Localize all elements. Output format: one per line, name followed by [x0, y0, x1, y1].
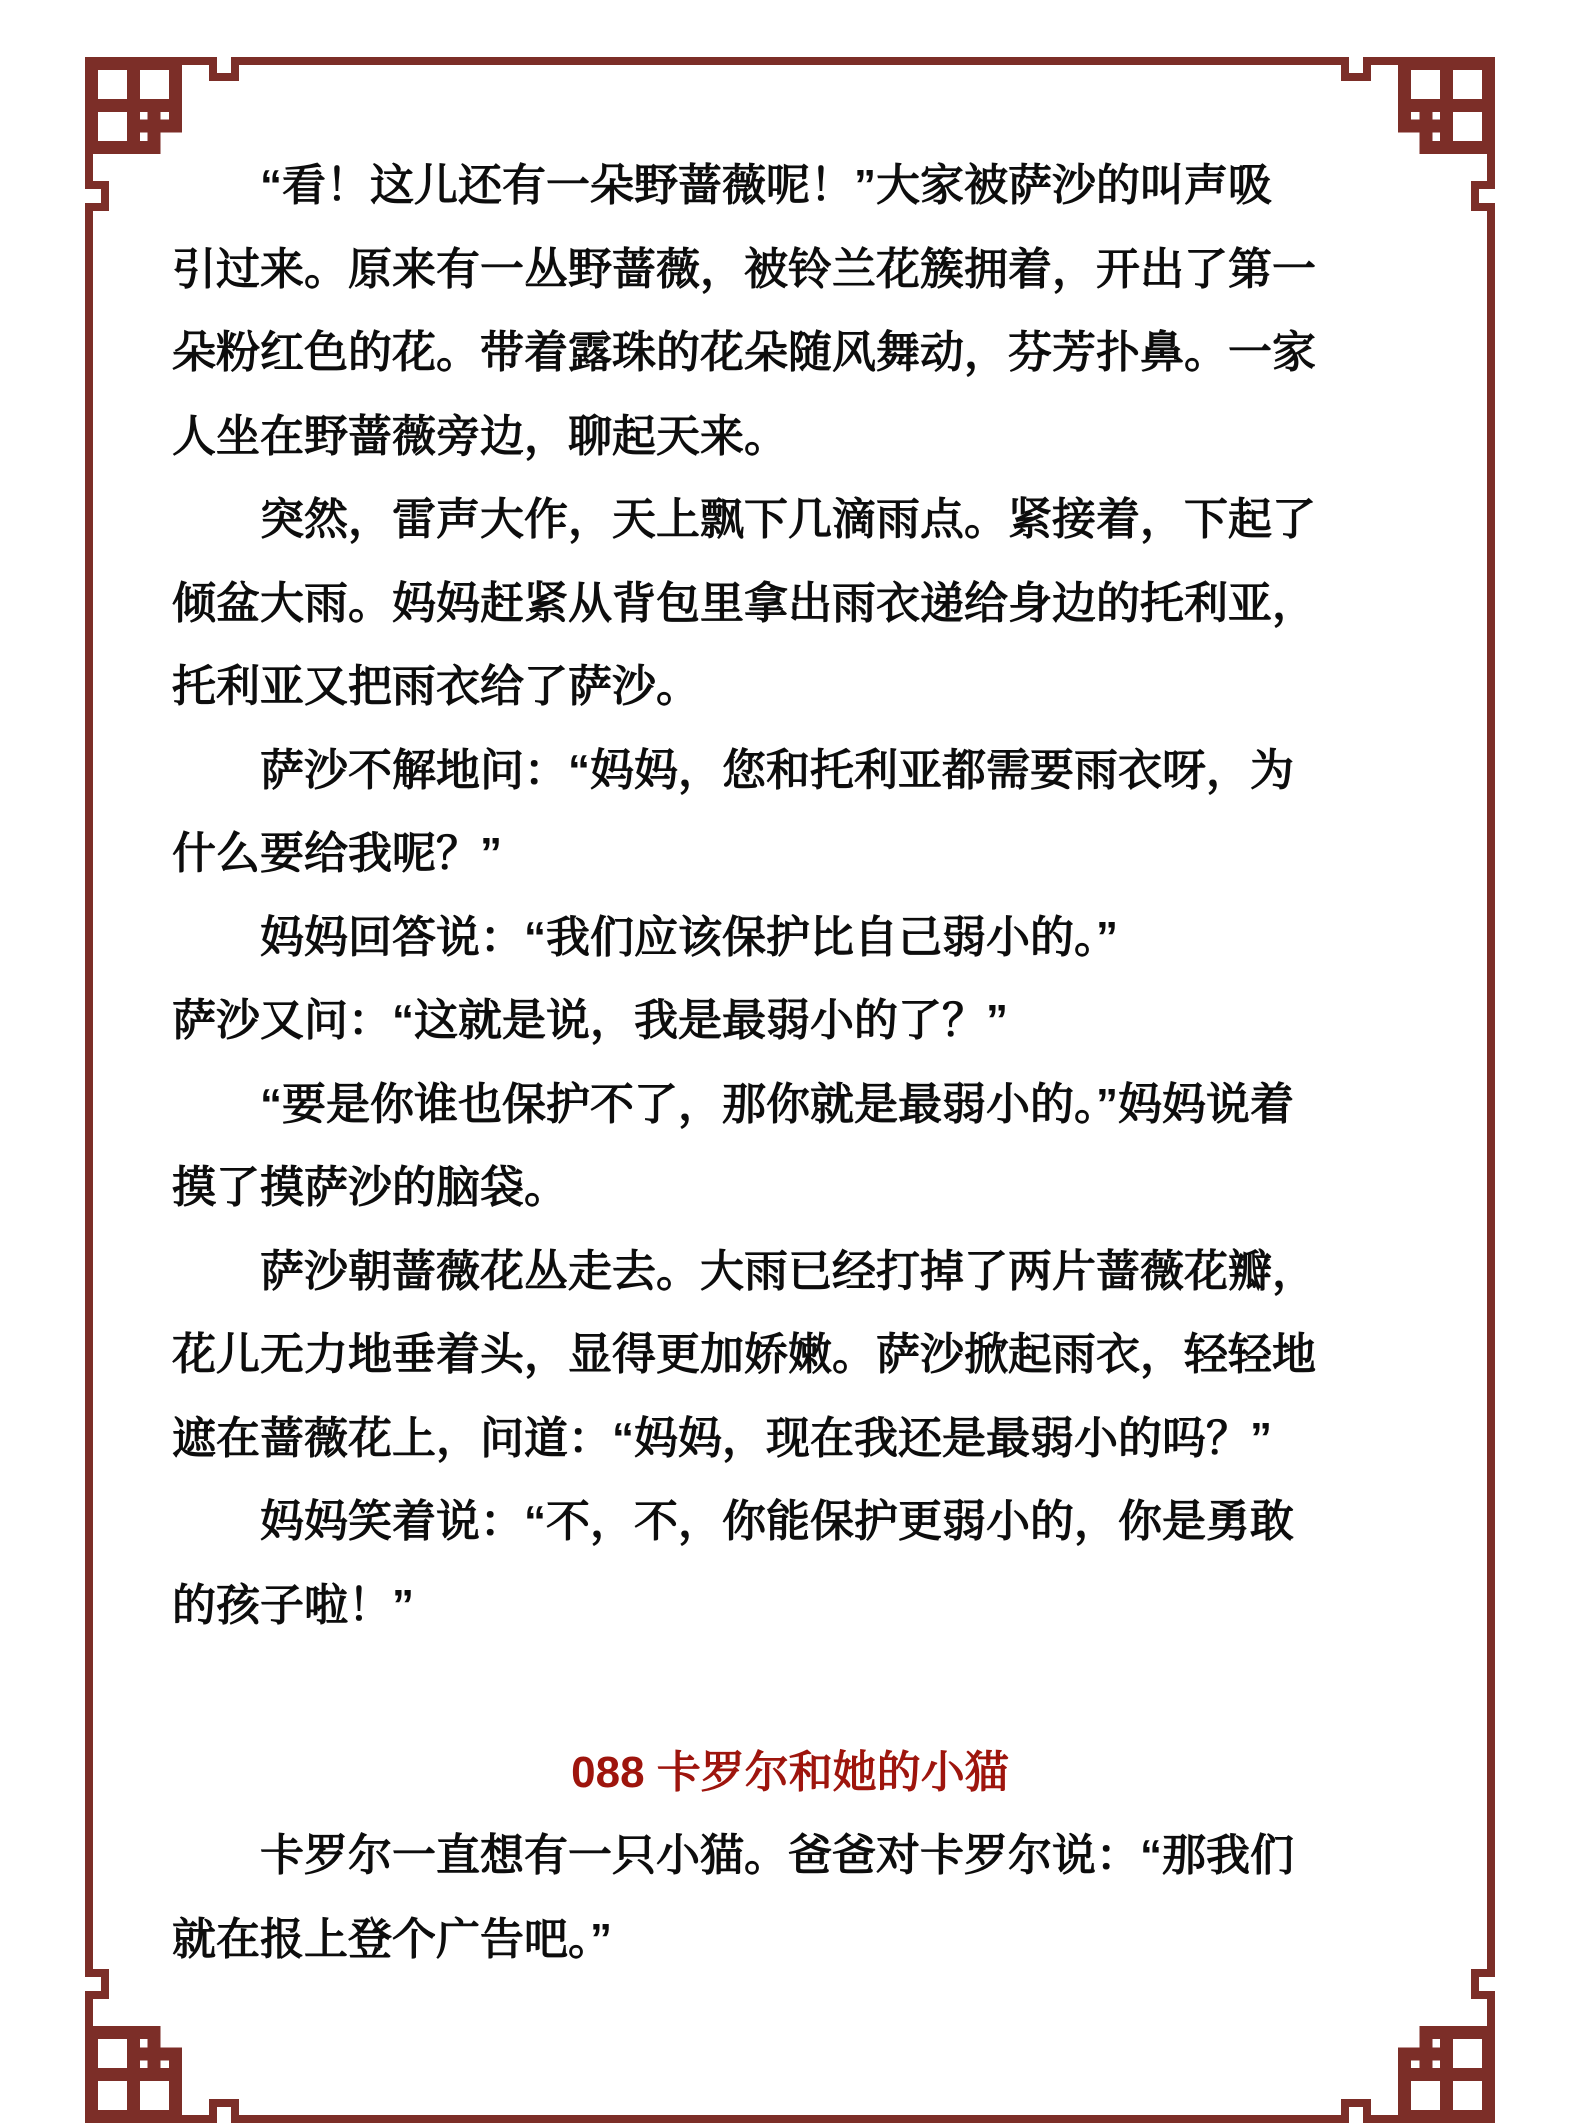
text-line: 萨沙不解地问：“妈妈，您和托利亚都需要雨衣呀，为 — [260, 745, 1294, 795]
text-line: 妈妈笑着说：“不，不，你能保护更弱小的，你是勇敢 — [260, 1497, 1294, 1546]
chapter-heading: 088 卡罗尔和她的小猫 — [571, 1747, 1009, 1797]
text-line: 萨沙又问：“这就是说，我是最弱小的了？” — [172, 996, 1008, 1045]
text-line: 萨沙朝蔷薇花丛走去。大雨已经打掉了两片蔷薇花瓣， — [260, 1246, 1316, 1296]
story-text-column — [172, 144, 1336, 1981]
text-line: 倾盆大雨。妈妈赶紧从背包里拿出雨衣递给身边的托利亚， — [172, 578, 1316, 628]
text-line: 摸了摸萨沙的脑袋。 — [172, 1163, 568, 1212]
text-line: 人坐在野蔷薇旁边，聊起天来。 — [172, 411, 788, 461]
text-line: “看！这儿还有一朵野蔷薇呢！”大家被萨沙的叫声吸 — [260, 161, 1272, 210]
text-line: 遮在蔷薇花上，问道：“妈妈，现在我还是最弱小的吗？” — [172, 1413, 1272, 1463]
border-frame-top — [325, 57, 1255, 65]
border-frame-right — [1487, 297, 1495, 1883]
text-line: 卡罗尔一直想有一只小猫。爸爸对卡罗尔说：“那我们 — [260, 1831, 1294, 1880]
text-line: 的孩子啦！” — [172, 1580, 414, 1630]
text-line: 什么要给我呢？” — [172, 829, 502, 878]
border-frame-bottom — [325, 2115, 1255, 2123]
text-line: 朵粉红色的花。带着露珠的花朵随风舞动，芬芳扑鼻。一家 — [172, 328, 1316, 377]
blank-line — [172, 1647, 1336, 1731]
border-frame-left — [85, 297, 93, 1883]
text-line: 花儿无力地垂着头，显得更加娇嫩。萨沙掀起雨衣，轻轻地 — [172, 1330, 1316, 1379]
text-line: 托利亚又把雨衣给了萨沙。 — [172, 662, 700, 711]
text-line: 引过来。原来有一丛野蔷薇，被铃兰花簇拥着，开出了第一 — [172, 244, 1316, 294]
text-line: 突然，雷声大作，天上飘下几滴雨点。紧接着，下起了 — [260, 495, 1316, 544]
text-line: 就在报上登个广告吧。” — [172, 1914, 612, 1964]
text-line: 妈妈回答说：“我们应该保护比自己弱小的。” — [260, 912, 1118, 962]
text-line: “要是你谁也保护不了，那你就是最弱小的。”妈妈说着 — [260, 1079, 1294, 1129]
